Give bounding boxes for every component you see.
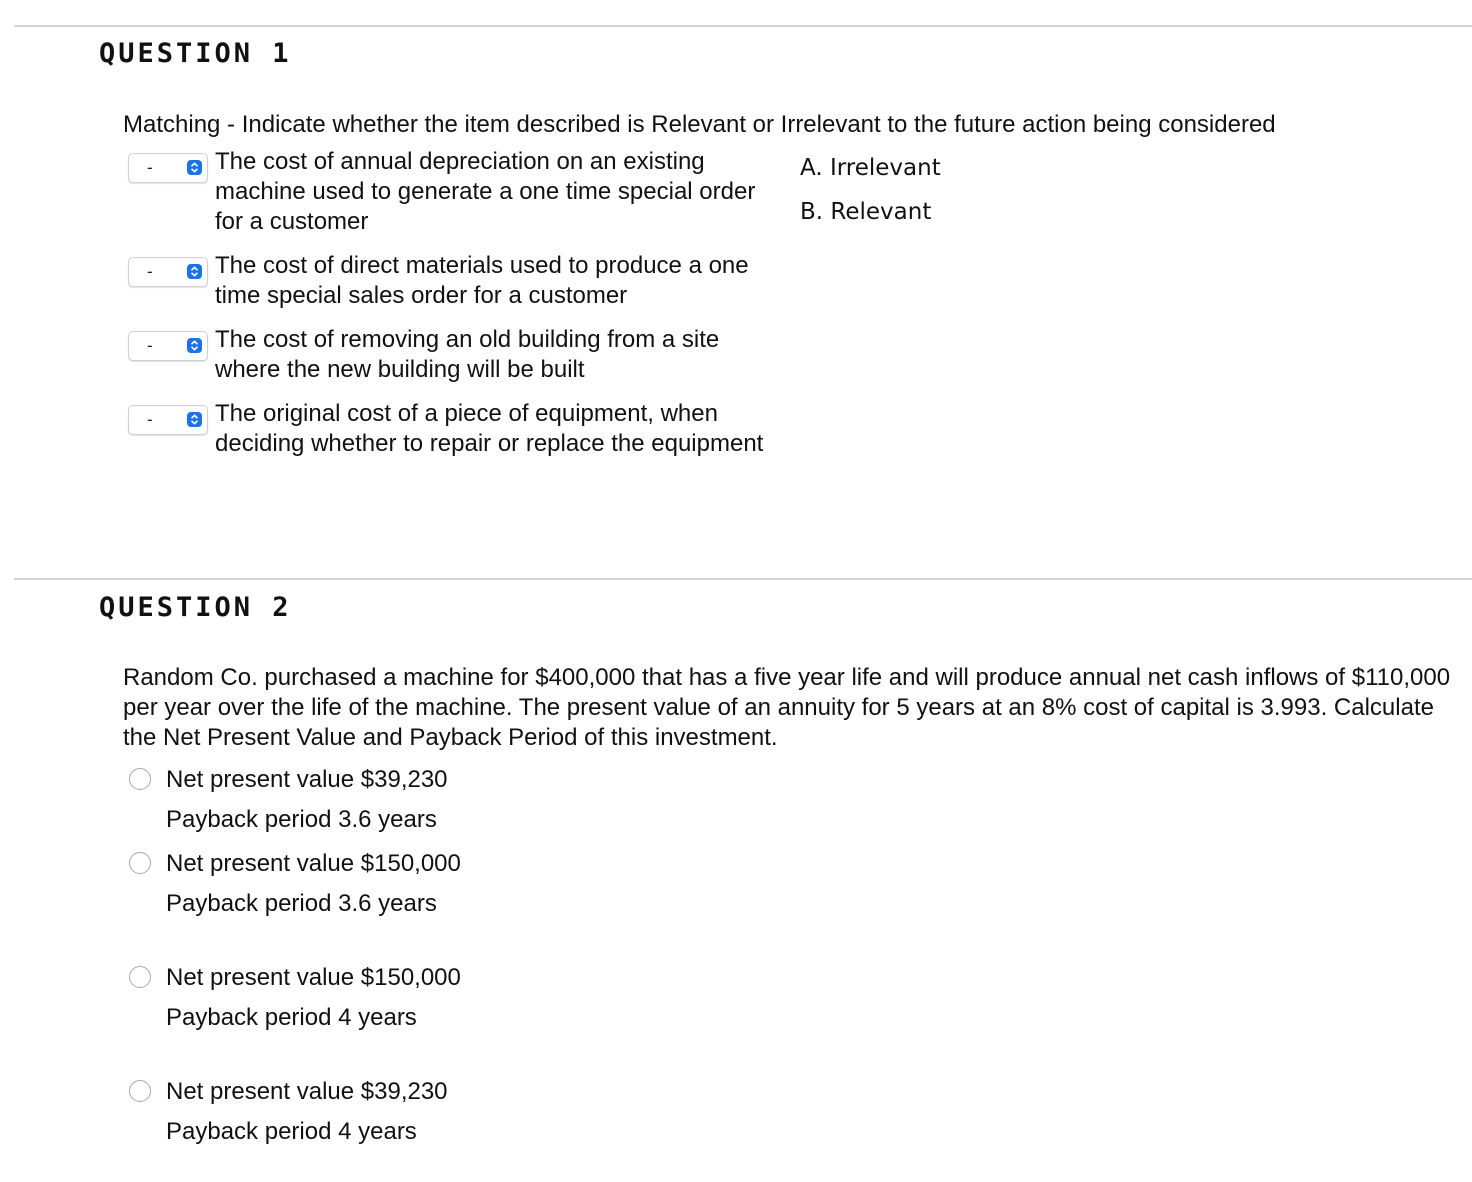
question-2-title: QUESTION 2	[99, 592, 292, 623]
option-line-1: Net present value $39,230	[166, 766, 448, 793]
option-line-2: Payback period 3.6 years	[166, 890, 437, 917]
select-value: -	[147, 336, 153, 355]
chevron-up-down-icon	[187, 412, 202, 427]
select-value: -	[147, 262, 153, 281]
match-select-2[interactable]	[128, 257, 208, 287]
match-select-3[interactable]	[128, 331, 208, 361]
option-line-1: Net present value $150,000	[166, 964, 461, 991]
chevron-up-down-icon	[187, 160, 202, 175]
radio-button[interactable]	[129, 1080, 151, 1102]
match-item-text: The cost of annual depreciation on an existing machine used to generate a one time special order for a customer	[215, 148, 756, 235]
match-item-text: The original cost of a piece of equipment, when deciding whether to repair or replace the equipment	[215, 400, 764, 457]
chevron-up-down-icon	[187, 264, 202, 279]
answer-option-b: B. Relevant	[800, 199, 932, 225]
question-1-prompt: Matching - Indicate whether the item described is Relevant or Irrelevant to the future action being considered	[123, 111, 1276, 138]
question-1-title: QUESTION 1	[99, 38, 292, 69]
match-item-text: The cost of removing an old building from a site where the new building will be built	[215, 326, 720, 383]
question-2-prompt: Random Co. purchased a machine for $400,000 that has a five year life and will produce annual net cash inflows of $110,000 per year over the life of the machine. The present value of an annuity for 5 years at an 8% cost of capital is 3.993. Calculate the Net Present Value and Payback Period of this investment.	[123, 664, 1451, 751]
match-select-1[interactable]	[128, 153, 208, 183]
option-line-1: Net present value $150,000	[166, 850, 461, 877]
divider-top	[14, 25, 1472, 27]
select-value: -	[147, 158, 153, 177]
select-value: -	[147, 410, 153, 429]
match-item-text: The cost of direct materials used to produce a one time special sales order for a customer	[215, 252, 749, 309]
option-line-2: Payback period 4 years	[166, 1118, 417, 1145]
option-line-2: Payback period 4 years	[166, 1004, 417, 1031]
radio-button[interactable]	[129, 768, 151, 790]
chevron-up-down-icon	[187, 338, 202, 353]
option-line-1: Net present value $39,230	[166, 1078, 448, 1105]
radio-button[interactable]	[129, 966, 151, 988]
divider-middle	[14, 578, 1472, 580]
match-select-4[interactable]	[128, 405, 208, 435]
option-line-2: Payback period 3.6 years	[166, 806, 437, 833]
answer-option-a: A. Irrelevant	[800, 155, 941, 181]
radio-button[interactable]	[129, 852, 151, 874]
